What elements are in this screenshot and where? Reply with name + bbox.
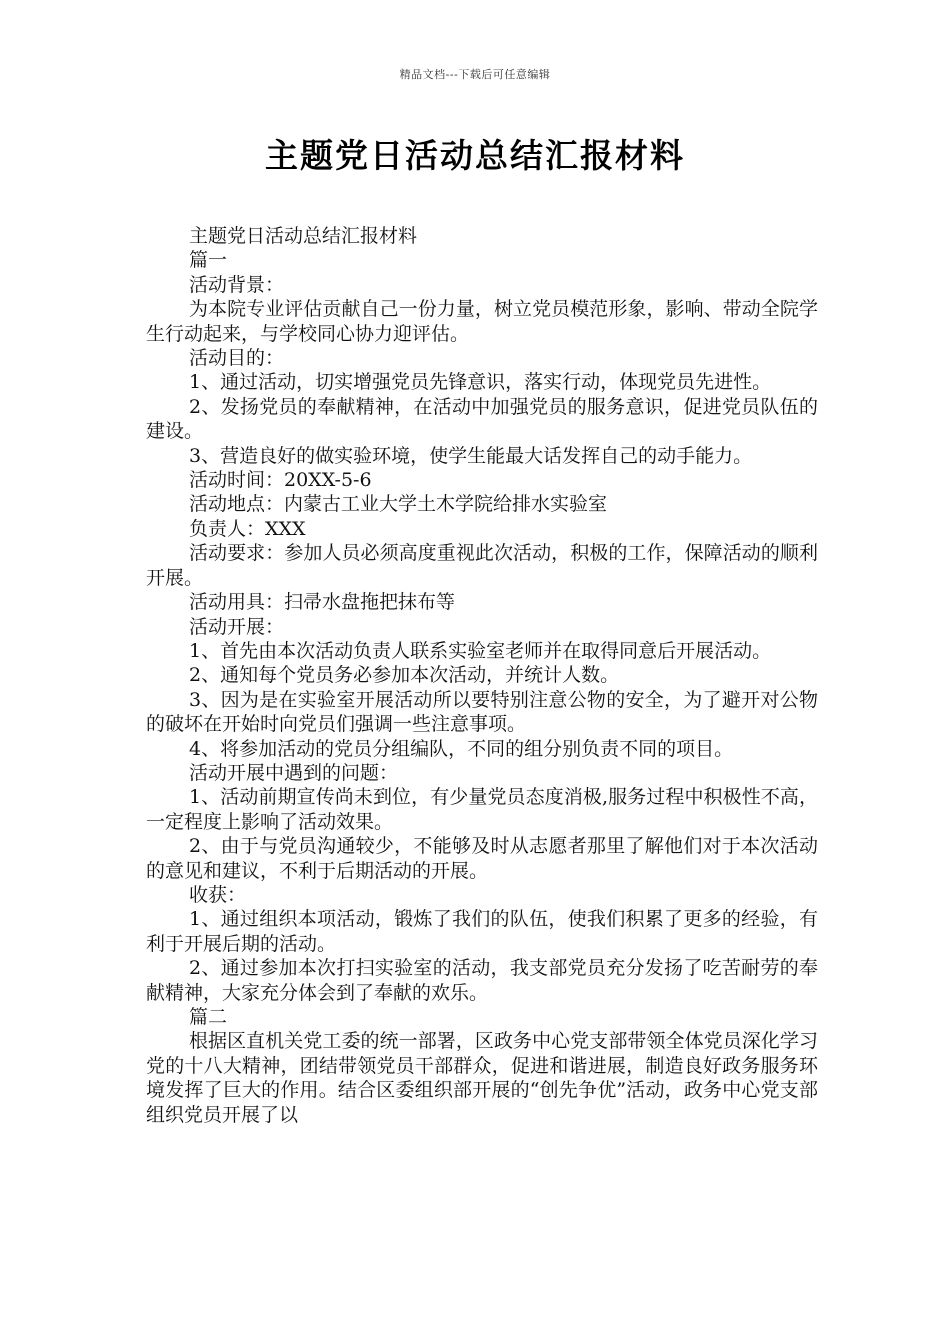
paragraph: 主题党日活动总结汇报材料 [189, 225, 418, 247]
paragraph: 3、营造良好的做实验环境，使学生能最大话发挥自己的动手能力。 [189, 444, 753, 467]
paragraph: 2、通过参加本次打扫实验室的活动，我支部党员充分发扬了吃苦耐劳的奉献精神，大家充分体会到了奉献的欢乐。 [146, 957, 818, 1004]
paragraph: 3、因为是在实验室开展活动所以要特别注意公物的安全，为了避开对公物的破坏在开始时向党员们强调一些注意事项。 [146, 688, 818, 736]
paragraph: 1、通过活动，切实增强党员先锋意识，落实行动，体现党员先进性。 [189, 371, 772, 394]
paragraph: 1、首先由本次活动负责人联系实验室老师并在取得同意后开展活动。 [189, 639, 772, 662]
paragraph: 为本院专业评估贡献自己一份力量，树立党员模范形象，影响、带动全院学生行动起来，与学校同心协力迎评估。 [146, 298, 818, 345]
paragraph: 4、将参加活动的党员分组编队，不同的组分别负责不同的项目。 [189, 737, 734, 760]
paragraph: 1、活动前期宣传尚未到位，有少量党员态度消极,服务过程中积极性不高，一定程度上影响了活动效果。 [146, 786, 818, 833]
paragraph: 篇二 [189, 1006, 228, 1028]
paragraph: 活动地点：内蒙古工业大学土木学院给排水实验室 [189, 493, 608, 516]
paragraph: 活动目的： [189, 347, 285, 370]
paragraph: 篇一 [189, 249, 228, 272]
paragraph: 活动开展中遇到的问题： [189, 761, 399, 784]
paragraph: 收获： [189, 883, 247, 906]
paragraph: 活动用具：扫帚水盘拖把抹布等 [189, 591, 456, 614]
paragraph: 2、由于与党员沟通较少，不能够及时从志愿者那里了解他们对于本次活动的意见和建议，不利于后期活动的开展。 [146, 835, 818, 882]
paragraph: 2、发扬党员的奉献精神，在活动中加强党员的服务意识，促进党员队伍的建设。 [146, 395, 818, 443]
header-note: 精品文档---下载后可任意编辑 [399, 68, 551, 81]
document-body [146, 224, 818, 1127]
paragraph: 2、通知每个党员务必参加本次活动，并统计人数。 [189, 664, 620, 687]
paragraph: 1、通过组织本项活动，锻炼了我们的队伍，使我们积累了更多的经验，有利于开展后期的活动。 [146, 908, 818, 955]
paragraph: 活动时间：20XX-5-6 [189, 469, 372, 492]
paragraph: 负责人：XXX [189, 517, 306, 540]
paragraph: 根据区直机关党工委的统一部署，区政务中心党支部带领全体党员深化学习党的十八大精神，团结带领党员干部群众，促进和谐进展，制造良好政务服务环境发挥了巨大的作用。结合区委组织部开展的“创先争优”活动，政务中心党支部组织党员开展了以 [146, 1030, 818, 1126]
paragraph: 活动要求：参加人员必须高度重视此次活动，积极的工作，保障活动的顺利开展。 [146, 542, 818, 589]
document-title: 主题党日活动总结汇报材料 [265, 136, 685, 175]
paragraph: 活动背景： [189, 273, 285, 296]
paragraph: 活动开展： [189, 615, 285, 638]
